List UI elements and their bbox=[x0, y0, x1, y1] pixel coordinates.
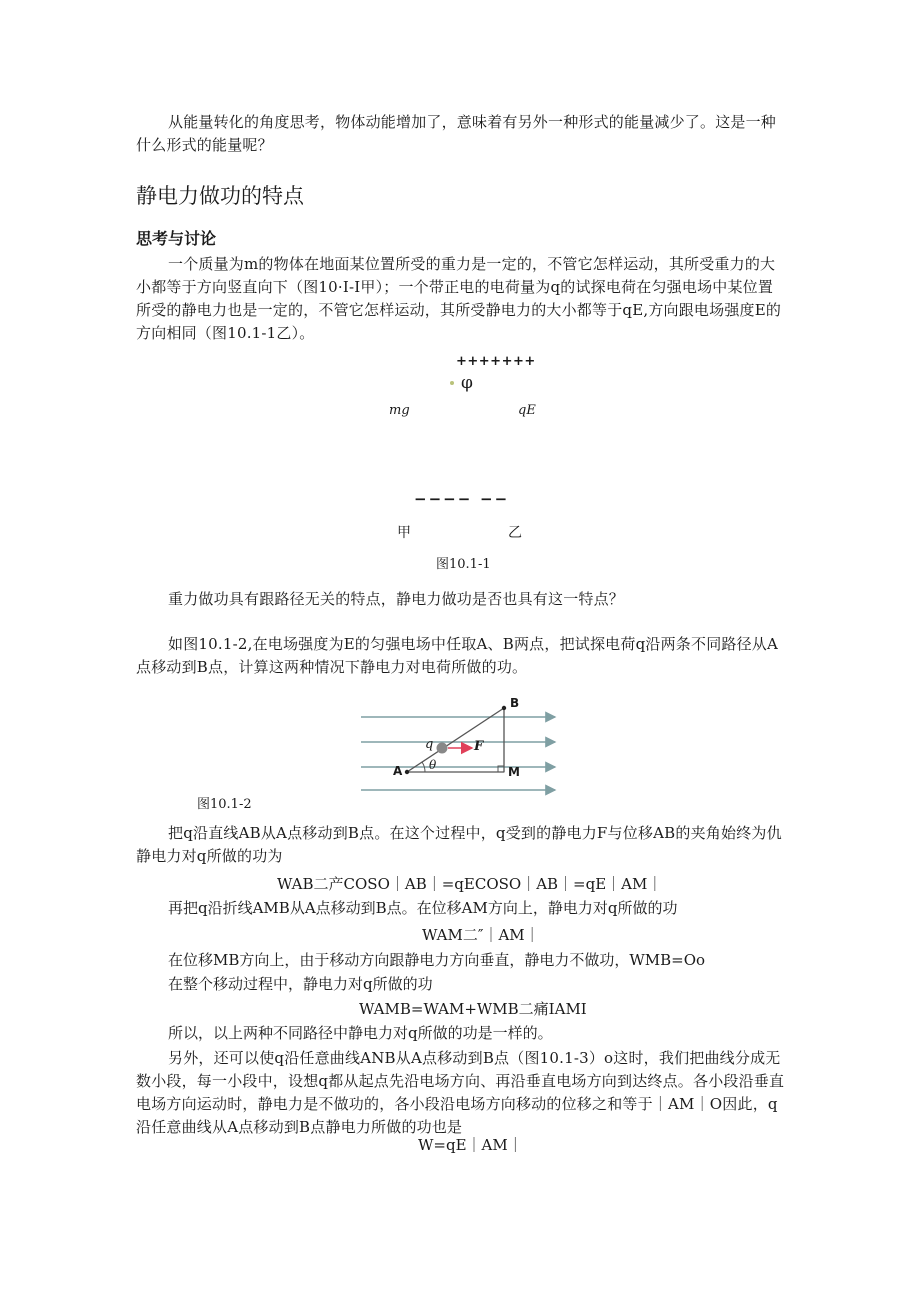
paragraph-setup: 如图10.1-2,在电场强度为E的匀强电场中任取A、B两点，把试探电荷q沿两条不同路径从A点移动到B点，计算这两种情况下静电力对电荷所做的功。 bbox=[136, 635, 779, 676]
figure-label-jia: 甲 bbox=[397, 525, 411, 541]
equation-WAB: WAB二产COSO｜AB｜=qECOSO｜AB｜=qE｜AM｜ bbox=[277, 875, 663, 893]
label-F: F bbox=[474, 739, 484, 754]
subsection-title: 思考与讨论 bbox=[136, 229, 217, 248]
section-title: 静电力做功的特点 bbox=[136, 184, 304, 208]
minus-charges-right: −− bbox=[480, 490, 510, 508]
paragraph-gravity-vs-electric: 一个质量为m的物体在地面某位置所受的重力是一定的，不管它怎样运动，其所受重力的大小都等于方向竖直向下（图10·I-I甲）；一个带正电的电荷量为q的试探电荷在匀强电场中某位置所受的静电力也是一定的，不管它怎样运动，其所受静电力的大小都等于qE,方向跟电场强度E的方向相同（图10.1-1乙）。 bbox=[136, 255, 782, 342]
label-theta: θ bbox=[429, 758, 437, 772]
label-A: A bbox=[393, 764, 403, 778]
figure-10-1-2 bbox=[355, 695, 570, 800]
paragraph-conclusion: 所以，以上两种不同路径中静电力对q所做的功是一样的。 bbox=[168, 1024, 553, 1042]
paragraph-broken-path: 再把q沿折线AMB从A点移动到B点。在位移AM方向上，静电力对q所做的功 bbox=[168, 899, 678, 917]
phi-label: φ bbox=[461, 373, 473, 393]
figure-10-1-1 bbox=[0, 348, 920, 578]
paragraph-arbitrary-curve: 另外，还可以使q沿任意曲线ANB从A点移动到B点（图10.1-3）o这时，我们把曲线分成无数小段，每一小段中，设想q都从起点先沿电场方向、再沿垂直电场方向到达终点。各小段沿垂直电场方向运动时，静电力是不做功的，各小段沿电场方向移动的位移之和等于｜AM｜O因此，q沿任意曲线从A点移动到B点静电力所做的功也是 bbox=[136, 1049, 785, 1136]
figure-label-yi: 乙 bbox=[508, 525, 522, 541]
paragraph-energy-question: 从能量转化的角度思考，物体动能增加了，意味着有另外一种形式的能量减少了。这是一种什么形式的能量呢？ bbox=[136, 113, 777, 154]
figure-caption: 图10.1-1 bbox=[436, 557, 491, 572]
plus-charges: +++++++ bbox=[456, 354, 536, 369]
dot-icon bbox=[450, 381, 454, 385]
equation-WAMB: WAMB=WAM+WMB二痛IAMI bbox=[359, 1000, 587, 1018]
paragraph-straight-path: 把q沿直线AB从A点移动到B点。在这个过程中，q受到的静电力F与位移AB的夹角始终为仇静电力对q所做的功为 bbox=[136, 824, 782, 865]
label-B: B bbox=[510, 696, 520, 710]
label-q: q bbox=[425, 737, 434, 752]
field-diagram bbox=[355, 695, 570, 800]
figure-caption-2: 图10.1-2 bbox=[197, 797, 252, 812]
equation-WAM: WAM二″｜AM｜ bbox=[422, 926, 540, 944]
mg-label: mg bbox=[389, 403, 410, 418]
qE-label: qE bbox=[518, 403, 536, 418]
paragraph-path-question: 重力做功具有跟路径无关的特点，静电力做功是否也具有这一特点？ bbox=[168, 590, 625, 608]
charge-q bbox=[437, 743, 448, 754]
label-M: M bbox=[508, 765, 520, 779]
point-B bbox=[502, 706, 506, 710]
paragraph-MB-segment: 在位移MB方向上，由于移动方向跟静电力方向垂直，静电力不做功，WMB=Oo bbox=[168, 951, 706, 969]
equation-W: W=qE｜AM｜ bbox=[418, 1136, 523, 1154]
minus-charges-left: −−−− bbox=[414, 490, 473, 508]
point-A bbox=[405, 770, 409, 774]
paragraph-total-work: 在整个移动过程中，静电力对q所做的功 bbox=[168, 975, 433, 993]
